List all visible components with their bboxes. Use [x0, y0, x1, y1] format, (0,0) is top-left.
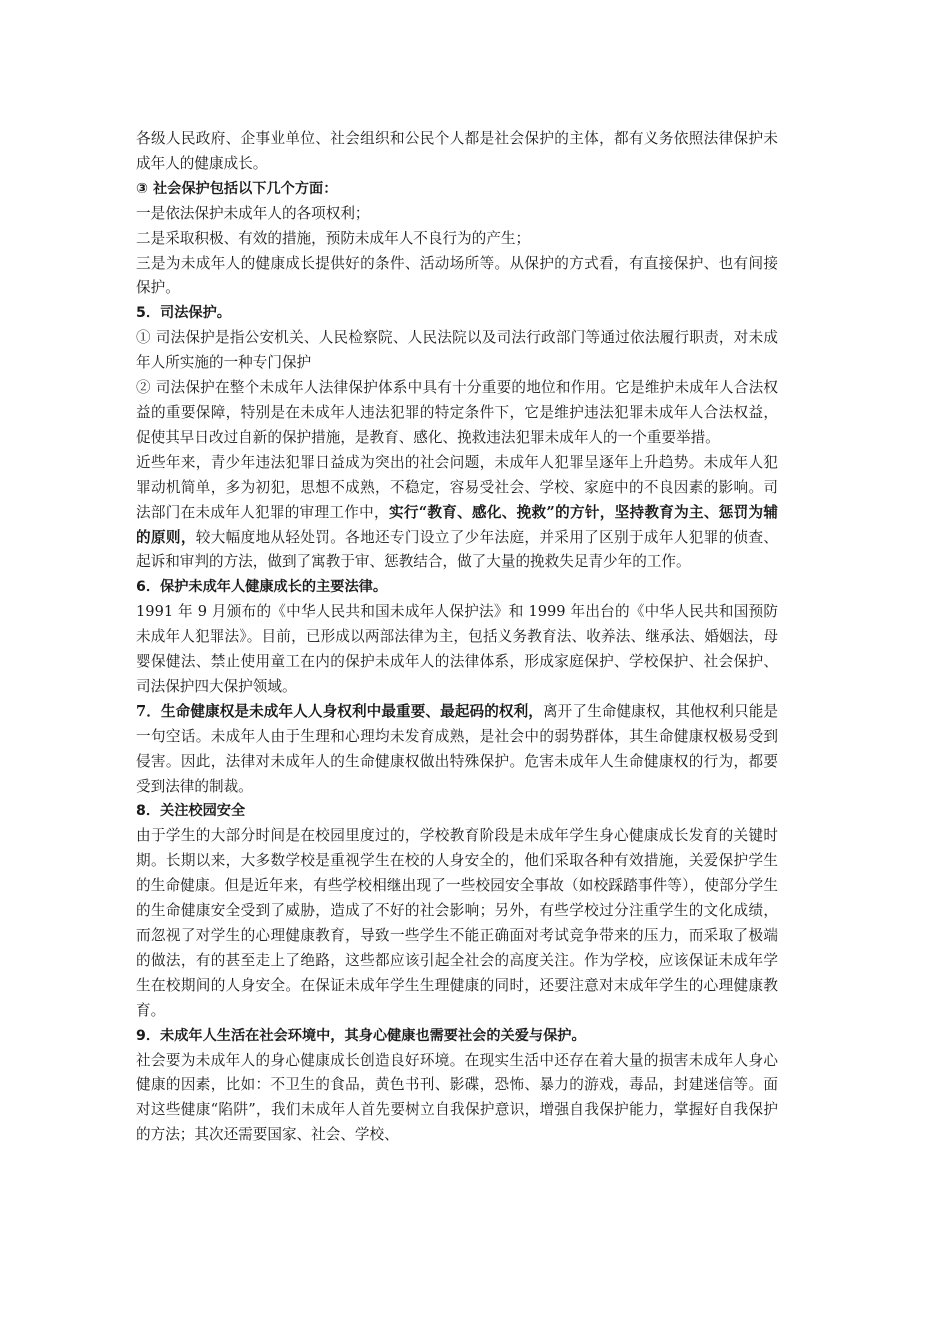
document-page [136, 127, 778, 1148]
section-9-heading: 9．未成年人生活在社会环境中，其身心健康也需要社会的关爱与保护。 [136, 1027, 586, 1044]
section-7-heading: 7．生命健康权是未成年人人身权利中最重要、最起码的权利， [136, 702, 543, 720]
section-8-paragraph-1: 由于学生的大部分时间是在校园里度过的，学校教育阶段是未成年学生身心健康成长发育的关键时期。长期以来，大多数学校是重视学生在校的人身安全的，他们采取各种有效措施，关爱保护学生的生命健康。但是近年来，有些学校相继出现了一些校园安全事故（如校踩踏事件等），使部分学生的生命健康安全受到了威胁，造成了不好的社会影响；另外，有些学校过分注重学生的文化成绩，而忽视了对学生的心理健康教育，导致一些学生不能正确面对考试竞争带来的压力，而采取了极端的做法，有的甚至走上了绝路，这些都应该引起全社会的高度关注。作为学校，应该保证未成年学生在校期间的人身安全。在保证未成年学生生理健康的同时，还要注意对末成年学生的心理健康教育。 [136, 827, 778, 1019]
social-protection-item-2: 二是采取积极、有效的措施，预防未成年人不良行为的产生； [136, 229, 531, 247]
section-6-paragraph-1: 1991 年 9 月颁布的《中华人民共和国未成年人保护法》和 1999 年出台的《中华人民共和国预防未成年人犯罪法》。目前，已形成以两部法律为主，包括义务教育法、收养法、继承法、婚姻法，母婴保健法、禁止使用童工在内的保护未成年人的法律体系，形成家庭保护、学校保护、社会保护、司法保护四大保护领域。 [136, 603, 778, 695]
intro-paragraph: 各级人民政府、企事业单位、社会组织和公民个人都是社会保护的主体，都有义务依照法律保护未成年人的健康成长。 [136, 130, 778, 172]
section-5-paragraph-3-part-a: 近些年来，青少年违法犯罪日益成为突出的社会问题，未成年人犯罪呈逐年上升趋势。未成年人犯罪动机简单，多为初犯，思想不成熟，不稳定，容易受社会、学校、家庭中的不良因素的影响。司法部门在未成年人犯罪的审理工作中， [136, 453, 778, 521]
section-5-paragraph-1: ① 司法保护是指公安机关、人民检察院、人民法院以及司法行政部门等通过依法履行职责，对未成年人所实施的一种专门保护 [136, 329, 778, 372]
social-protection-item-1: 一是依法保护未成年人的各项权利； [136, 204, 370, 222]
section-7-body: 离开了生命健康权，其他权利只能是一句空话。未成年人由于生理和心理均未发育成熟，是社会中的弱势群体，其生命健康权极易受到侵害。因此，法律对未成年人的生命健康权做出特殊保护。危害未成年人生命健康权的行为，都要受到法律的制裁。 [136, 702, 778, 795]
section-7-paragraph [136, 700, 778, 800]
social-protection-heading: ③ 社会保护包括以下几个方面： [136, 180, 338, 197]
section-5-heading: 5．司法保护。 [136, 305, 231, 322]
social-protection-item-3: 三是为未成年人的健康成长提供好的条件、活动场所等。从保护的方式看，有直接保护、也有间接保护。 [136, 254, 778, 297]
section-9-paragraph-1: 社会要为未成年人的身心健康成长创造良好环境。在现实生活中还存在着大量的损害未成年人身心健康的因素，比如：不卫生的食品，黄色书刊、影碟，恐怖、暴力的游戏，毒品，封建迷信等。面对这些健康“陷阱”，我们未成年人首先要树立自我保护意识，增强自我保护能力，掌握好自我保护的方法；其次还需要国家、社会、学校、 [136, 1051, 778, 1144]
section-5-paragraph-2: ② 司法保护在整个未成年人法律保护体系中具有十分重要的地位和作用。它是维护未成年人合法权益的重要保障，特别是在未成年人违法犯罪的特定条件下，它是维护违法犯罪未成年人合法权益，促使其早日改过自新的保护措施，是教育、感化、挽救违法犯罪未成年人的一个重要举措。 [136, 379, 778, 446]
section-5-paragraph-3-part-c: 较大幅度地从轻处罚。各地还专门设立了少年法庭，并采用了区别于成年人犯罪的侦查、起诉和审判的方法，做到了寓教于审、惩教结合，做了大量的挽救失足青少年的工作。 [136, 528, 778, 571]
section-6-heading: 6．保护未成年人健康成长的主要法律。 [136, 579, 388, 596]
section-8-heading: 8．关注校园安全 [136, 803, 246, 820]
section-5-policy-emphasis: 实行“教育、感化、挽救”的方针，坚持教育为主、惩罚为辅的原则， [136, 503, 778, 546]
section-5-paragraph-3 [136, 451, 778, 576]
